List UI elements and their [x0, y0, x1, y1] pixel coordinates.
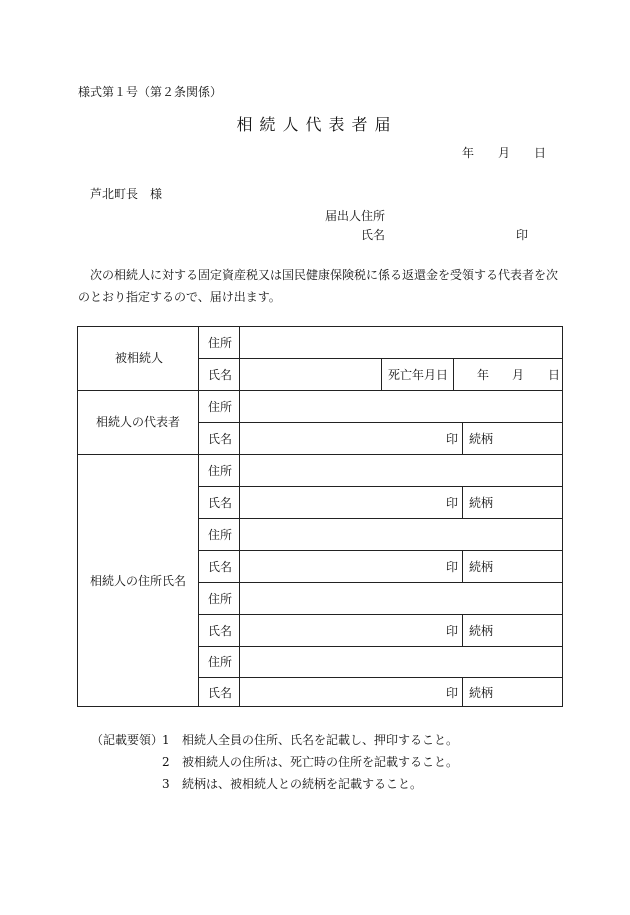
heir-1-name-label: 氏名	[208, 496, 233, 510]
heir-1-address-label: 住所	[208, 464, 233, 478]
death-month-label: 月	[512, 368, 525, 382]
heir-4-address-label: 住所	[208, 655, 233, 669]
date-year-label: 年	[462, 146, 475, 160]
note-1-text: 相続人全員の住所、氏名を記載し、押印すること。	[182, 733, 459, 747]
heir-4-seal-mark: 印	[446, 686, 459, 700]
heir-3-seal-mark: 印	[446, 624, 459, 638]
heir-2-seal-mark: 印	[446, 560, 459, 574]
heir-1-seal-mark: 印	[446, 496, 459, 510]
notes-heading: （記載要領）	[91, 733, 164, 747]
notifier-address-label: 届出人住所	[325, 209, 386, 223]
representative-name-label: 氏名	[208, 432, 233, 446]
document-title: 相続人代表者届	[236, 115, 398, 134]
heirs-table	[77, 326, 563, 707]
heir-3-name-label: 氏名	[208, 624, 233, 638]
heir-3-address-label: 住所	[208, 592, 233, 606]
notifier-name-label: 氏名	[361, 228, 386, 242]
heir-2-address-label: 住所	[208, 528, 233, 542]
note-3-text: 続柄は、被相続人との続柄を記載すること。	[182, 777, 423, 791]
heir-2-relation-label: 続柄	[469, 560, 494, 574]
heir-4-relation-label: 続柄	[469, 686, 494, 700]
heir-4-name-label: 氏名	[208, 686, 233, 700]
note-2-text: 被相続人の住所は、死亡時の住所を記載すること。	[182, 755, 459, 769]
date-month-label: 月	[498, 146, 511, 160]
heir-3-relation-label: 続柄	[469, 624, 494, 638]
addressee: 芦北町長 様	[90, 187, 163, 201]
representative-address-label: 住所	[208, 400, 233, 414]
representative-relation-label: 続柄	[469, 432, 494, 446]
note-2-number: 2	[162, 755, 170, 769]
form-number: 様式第１号（第２条関係）	[78, 85, 223, 99]
notifier-seal-mark: 印	[516, 228, 529, 242]
deceased-name-label: 氏名	[208, 368, 233, 382]
deceased-section-label: 被相続人	[115, 351, 164, 365]
heir-2-name-label: 氏名	[208, 560, 233, 574]
heirs-section-label: 相続人の住所氏名	[90, 574, 187, 588]
death-day-label: 日	[548, 368, 561, 382]
heir-1-relation-label: 続柄	[469, 496, 494, 510]
death-date-label: 死亡年月日	[388, 368, 449, 382]
date-day-label: 日	[534, 146, 547, 160]
representative-section-label: 相続人の代表者	[96, 415, 181, 429]
deceased-address-label: 住所	[208, 336, 233, 350]
death-year-label: 年	[477, 368, 490, 382]
body-text-line-2: のとおり指定するので、届け出ます。	[78, 290, 281, 304]
note-3-number: 3	[162, 777, 170, 791]
note-1-number: 1	[162, 733, 170, 747]
body-text-line-1: 次の相続人に対する固定資産税又は国民健康保険税に係る返還金を受領する代表者を次	[90, 268, 559, 282]
representative-seal-mark: 印	[446, 432, 459, 446]
